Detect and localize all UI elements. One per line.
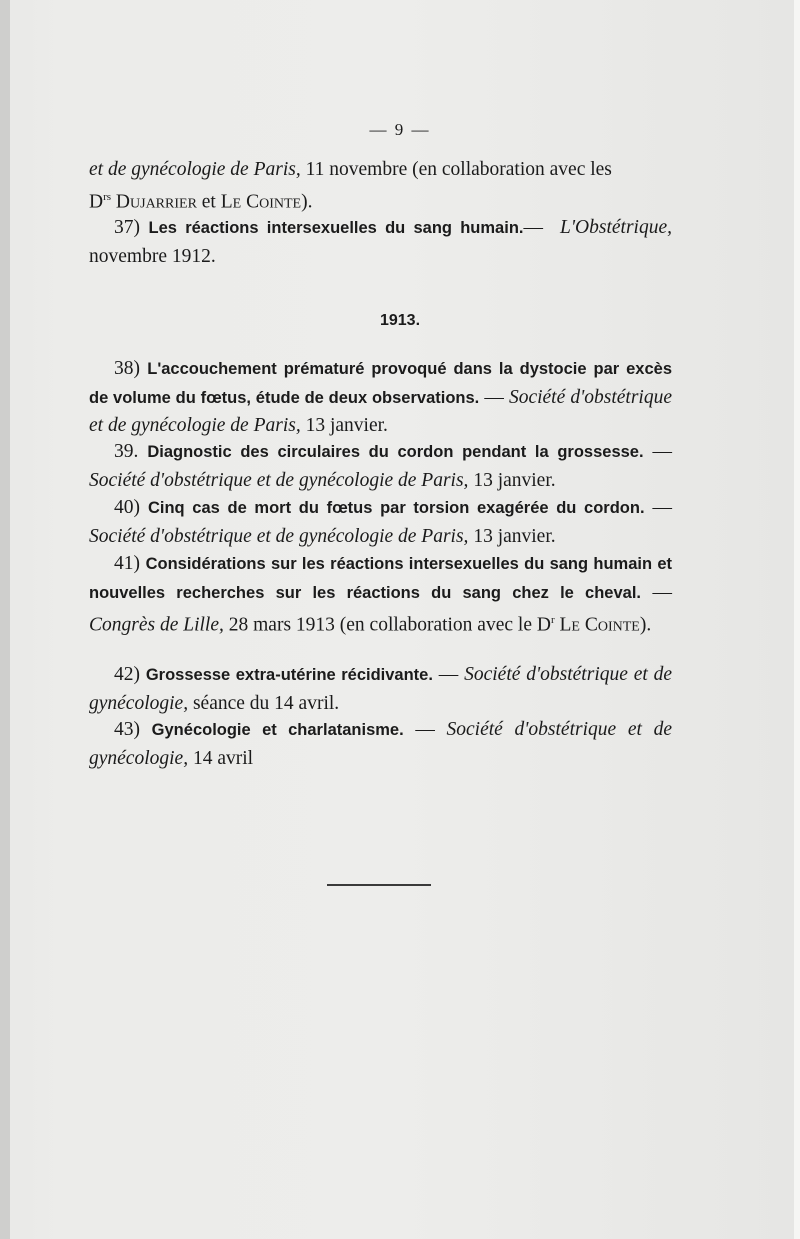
doctor-abbr: D [536,614,551,636]
entry-title: L'accouchement prématuré provoqué dans la dystocie par excès de volume du fœtus, étude de deux observations. [89,360,672,407]
entry-number: 41) [114,553,140,574]
entry-journal: Société d'obstétrique et de gynécologie, [89,664,673,714]
entry-text [89,438,672,494]
entry-journal: Société d'obstétrique et de gynécologie, [89,719,672,769]
entry-date: 13 janvier. [473,525,556,547]
entry-journal: Congrès de Lille, [89,614,224,636]
entry-dash: — [438,664,459,685]
entry-dash: — [652,441,673,462]
entry-text [89,716,672,772]
entry-journal: Société d'obstétrique et de gynécologie de Paris, [89,386,672,436]
entry-title: Cinq cas de mort du fœtus par torsion exagérée du cordon. [147,499,645,517]
page-edge-shadow [0,0,10,1239]
entry-text [89,494,672,550]
year-heading: 1913. [379,312,421,329]
entry-number: 37) [114,217,140,238]
page-number: — 9 — [369,120,431,139]
doctor-abbr-sup: rs [103,190,112,203]
entry-date: 14 avril [192,747,254,769]
entry-title: Diagnostic des circulaires du cordon pendant la grossesse. [147,443,644,461]
entry-number: 40) [114,497,140,518]
punctuation: ). [639,614,652,636]
entry-title: Considérations sur les réactions intersexuelles du sang humain et nouvelles recherches sur les réactions du sang chez le cheval. [89,555,672,602]
entry-journal: L'Obstétrique, [560,217,673,238]
entry-date: séance du 14 avril. [192,692,340,714]
entry-40 [89,494,672,550]
entry-text [89,214,672,270]
continuation-date: 11 novembre (en collaboration avec les [300,159,612,180]
conjunction: et [196,191,221,212]
entry-39 [89,438,672,494]
entry-date: 28 mars 1913 (en collaboration avec le [228,614,532,636]
entry-date: 13 janvier. [305,415,388,436]
entry-number: 38) [114,358,140,379]
entry-42 [89,661,672,717]
entry-38 [89,355,672,440]
entry-title: Grossesse extra-utérine récidivante. [145,666,433,684]
entry-text [89,550,672,639]
punctuation: ). [301,191,313,212]
entry-journal: Société d'obstétrique et de gynécologie de Paris, [89,525,469,547]
entry-dash: — [652,497,673,518]
entry-number: 42) [114,664,140,685]
entry-43 [89,716,672,772]
entry-title: Gynécologie et charlatanisme. [151,721,404,739]
continuation-text [89,156,672,216]
entry-text [89,355,672,440]
entry-dash: — [652,581,672,603]
entry-dash: — [484,386,504,408]
continuation-journal: et de gynécologie de Paris, [89,159,301,180]
entry-title: Les réactions intersexuelles du sang humain. [148,219,524,237]
entry-dash: — [415,719,435,740]
entry-text [89,661,672,717]
entry-date: novembre 1912. [89,245,216,267]
entry-number: 39. [114,441,139,462]
entry-dash: — [523,217,543,238]
doctor-abbr: D [89,191,104,212]
entry-date: 13 janvier. [473,469,556,491]
coauthor-name: Dujarrier [115,191,197,212]
entry-continuation [89,156,672,216]
entry-37 [89,214,672,270]
doctor-abbr-sup: r [550,614,555,626]
page-edge-highlight [794,0,800,1239]
coauthor-name: Le Cointe [220,191,302,212]
entry-number: 43) [114,719,140,740]
entry-journal: Société d'obstétrique et de gynécologie de Paris, [89,469,469,491]
coauthor-name: Le Cointe [559,614,640,636]
end-rule [327,884,431,886]
entry-41 [89,550,672,639]
